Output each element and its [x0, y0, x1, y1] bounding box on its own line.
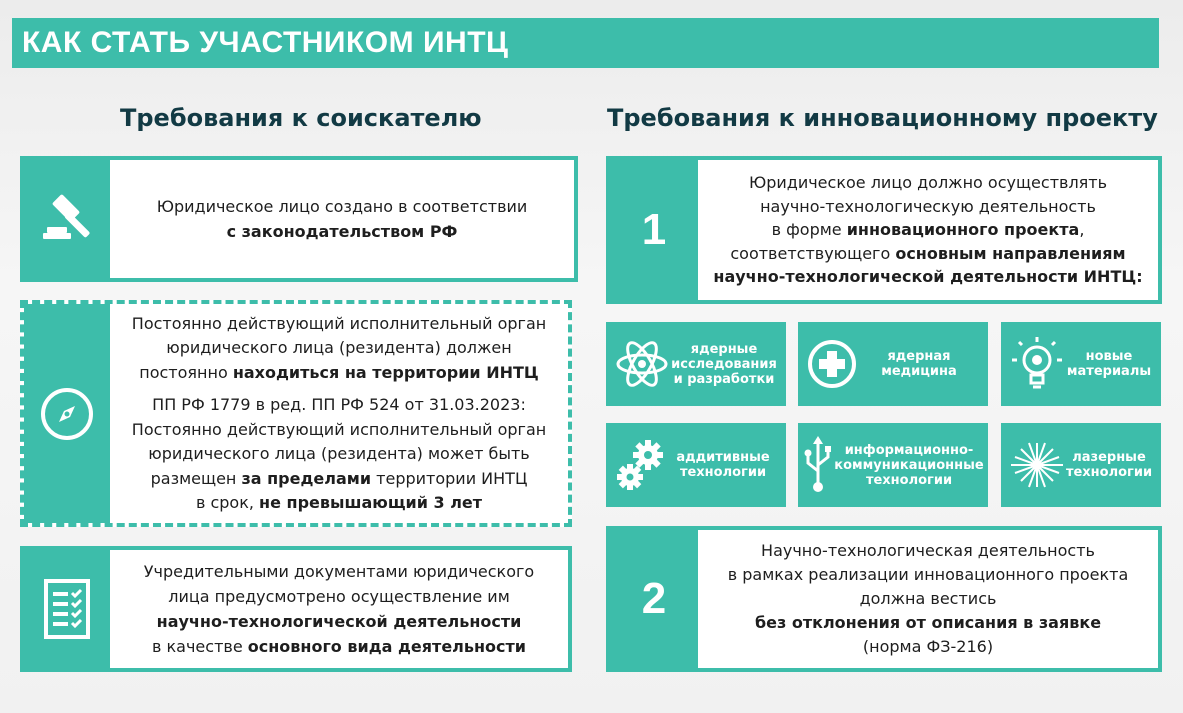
text-line-bold: научно-технологической деятельности ИНТЦ:	[713, 267, 1143, 287]
text-line	[196, 491, 482, 516]
tile-label	[1065, 450, 1153, 480]
tile-label-line: информационно-	[844, 442, 974, 458]
text-span: территории ИНТЦ	[371, 468, 528, 488]
applicant-requirements-heading: Требования к соискателю	[120, 104, 482, 132]
direction-tile-new-materials	[1001, 322, 1161, 406]
text-bold: находиться на территории ИНТЦ	[232, 362, 539, 382]
tile-label-line: медицина	[881, 364, 957, 379]
tile-label-line: материалы	[1066, 364, 1152, 379]
text-span: в качестве	[151, 637, 248, 656]
tile-label-line: технологии	[1065, 465, 1153, 480]
text-line: юридического лица (резидента) может быть	[148, 444, 530, 463]
tile-label	[834, 443, 984, 488]
text-line: Юридическое лицо создано в соответствии	[156, 197, 528, 216]
text-span: в форме	[771, 220, 847, 240]
tile-label-line: исследования	[671, 356, 777, 372]
project-requirement-1	[606, 156, 1162, 304]
tile-label-line: лазерные	[1072, 450, 1146, 465]
text-span: в срок,	[195, 493, 260, 512]
tile-label-line: ядерные	[690, 341, 758, 357]
text-bold: основным направлениям	[895, 243, 1126, 263]
compass-icon	[38, 385, 96, 443]
requirement-number: 1	[641, 205, 667, 254]
text-span: размещен	[150, 468, 242, 488]
card-text	[110, 550, 568, 668]
text-line	[139, 361, 539, 386]
direction-tile-additive	[606, 423, 786, 507]
card-icon-panel	[24, 160, 110, 278]
text-bold: основного вида деятельности	[247, 637, 527, 656]
usb-icon	[802, 435, 834, 495]
text-line	[152, 634, 526, 659]
requirement-card-legal-entity	[20, 156, 578, 282]
number-panel	[610, 160, 698, 300]
tile-label	[1065, 349, 1153, 379]
atom-icon	[614, 336, 670, 392]
direction-tile-nuclear-research	[606, 322, 786, 406]
requirement-card-statute	[20, 546, 572, 672]
card-text	[110, 304, 568, 523]
tile-label-line: новые	[1085, 349, 1133, 364]
title-banner	[12, 18, 1159, 68]
text-line: Учредительными документами юридического	[143, 562, 535, 581]
medical-cross-icon	[806, 338, 858, 390]
tile-label-line: и разработки	[673, 371, 775, 387]
tile-label-line: ядерная	[887, 349, 951, 364]
text-line: Постоянно действующий исполнительный орган	[131, 313, 547, 333]
project-requirement-2	[606, 526, 1162, 672]
tile-label	[670, 342, 778, 387]
text-span: соответствующего	[730, 243, 896, 263]
text-line	[151, 467, 528, 492]
direction-tile-laser	[1001, 423, 1161, 507]
text-line: лица предусмотрено осуществление им	[168, 587, 510, 606]
direction-tile-ict	[798, 423, 988, 507]
text-span: ,	[1079, 220, 1085, 240]
card-text	[698, 530, 1158, 668]
text-bold: инновационного проекта	[846, 220, 1080, 240]
number-panel	[610, 530, 698, 668]
card-icon-panel	[24, 550, 110, 668]
page-title: КАК СТАТЬ УЧАСТНИКОМ ИНТЦ	[22, 26, 509, 59]
text-line: Научно-технологическая деятельность	[761, 541, 1095, 560]
gavel-icon	[37, 189, 97, 249]
text-span: постоянно	[139, 362, 233, 382]
checklist-icon	[42, 577, 92, 641]
project-requirements-heading: Требования к инновационному проекту	[607, 104, 1158, 132]
lightbulb-gear-icon	[1009, 334, 1065, 394]
text-line: научно-технологическую деятельность	[760, 196, 1096, 216]
text-bold: за пределами	[241, 468, 372, 488]
direction-tile-nuclear-medicine	[798, 322, 988, 406]
text-line: должна вестись	[859, 589, 997, 608]
text-line: Постоянно действующий исполнительный орган	[131, 419, 547, 439]
text-line	[772, 218, 1085, 242]
laser-icon	[1009, 437, 1065, 493]
tile-label-line: аддитивные	[676, 450, 770, 465]
card-text	[110, 160, 574, 278]
text-line-bold: с законодательством РФ	[226, 222, 458, 241]
text-bold: не превышающий 3 лет	[259, 493, 483, 512]
tile-label-line: технологии	[865, 472, 953, 488]
text-line-bold: без отклонения от описания в заявке	[754, 613, 1102, 632]
tile-label-line: коммуникационные	[834, 457, 984, 473]
text-line: ПП РФ 1779 в ред. ПП РФ 524 от 31.03.2023:	[152, 395, 526, 414]
card-text	[698, 160, 1158, 300]
text-line	[730, 242, 1125, 266]
card-icon-panel	[24, 304, 110, 523]
text-line: юридического лица (резидента) должен	[166, 338, 512, 357]
requirement-number: 2	[641, 574, 667, 623]
tile-label	[858, 349, 980, 379]
gears-icon	[614, 437, 668, 493]
text-line: Юридическое лицо должно осуществлять	[748, 173, 1108, 193]
text-line-bold: научно-технологической деятельности	[156, 612, 522, 631]
tile-label-line: технологии	[679, 465, 767, 480]
tile-label	[668, 450, 778, 480]
text-line: в рамках реализации инновационного проекта	[727, 565, 1129, 584]
text-line: (норма ФЗ-216)	[862, 637, 994, 656]
requirement-card-location	[20, 300, 572, 527]
